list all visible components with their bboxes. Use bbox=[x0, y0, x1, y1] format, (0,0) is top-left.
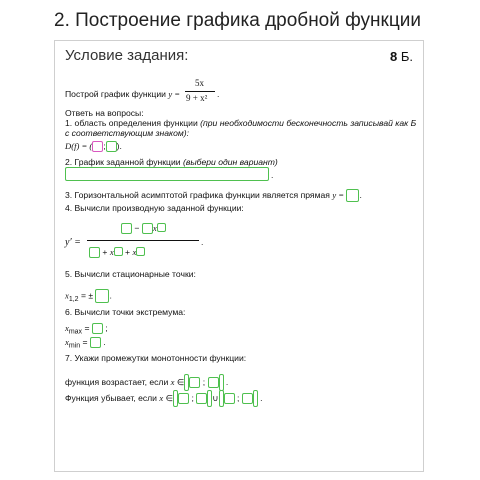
question-6: 6. Вычисли точки экстремума: bbox=[65, 307, 186, 317]
derivative-lhs: y′ = bbox=[65, 237, 81, 248]
points-badge bbox=[390, 49, 413, 64]
period: . bbox=[217, 89, 220, 99]
dec-1-right-input[interactable] bbox=[196, 393, 207, 404]
num-exp-input[interactable] bbox=[157, 223, 166, 232]
question-1: 1. область определения функции (при необходимости бесконечность записывай как Б bbox=[65, 118, 417, 128]
decreasing-row: Функция убывает, если x ∈ ; ∪ ; . bbox=[65, 390, 263, 407]
inc-right-bracket-select[interactable] bbox=[219, 374, 224, 391]
dec-1-left-input[interactable] bbox=[178, 393, 189, 404]
page-title: 2. Построение графика дробной функции bbox=[54, 10, 421, 31]
task-card bbox=[54, 40, 424, 472]
task-prompt: Построй график функции y = bbox=[65, 89, 181, 99]
dec-2-left-input[interactable] bbox=[224, 393, 235, 404]
fraction-numerator: 5x bbox=[195, 78, 204, 88]
period: . bbox=[271, 170, 274, 180]
question-7: 7. Укажи промежутки монотонности функции: bbox=[65, 353, 247, 363]
den-coef-1-input[interactable] bbox=[89, 247, 100, 258]
inc-left-input[interactable] bbox=[189, 377, 200, 388]
question-4: 4. Вычисли производную заданной функции: bbox=[65, 203, 244, 213]
num-coef-1-input[interactable] bbox=[121, 223, 132, 234]
domain-left-input[interactable] bbox=[92, 141, 103, 152]
asymptote-input[interactable] bbox=[346, 189, 359, 202]
den-exp-1-input[interactable] bbox=[114, 247, 123, 256]
domain-right-input[interactable] bbox=[106, 141, 117, 152]
xmax-input[interactable] bbox=[92, 323, 103, 334]
dec-2-right-input[interactable] bbox=[242, 393, 253, 404]
xmax-row: $x_{max}$ = ; bbox=[65, 323, 108, 336]
fraction-denominator: 9 + x² bbox=[186, 93, 208, 103]
condition-heading: Условие задания: bbox=[65, 47, 189, 64]
xmin-input[interactable] bbox=[90, 337, 101, 348]
fraction-bar bbox=[185, 91, 215, 92]
increasing-row: функция возрастает, если x ∈ ; . bbox=[65, 374, 228, 391]
question-3: 3. Горизонтальной асимптотой графика функции является прямая y = . bbox=[65, 189, 362, 202]
question-1-cont: с соответствующим знаком): bbox=[65, 128, 190, 138]
stationary-input[interactable] bbox=[95, 289, 109, 303]
question-5: 5. Вычисли стационарные точки: bbox=[65, 269, 196, 279]
period: . bbox=[201, 237, 204, 247]
graph-select[interactable] bbox=[65, 167, 269, 181]
domain-row: D(f) = ( ; ). bbox=[65, 141, 122, 151]
derivative-numerator: − x bbox=[121, 223, 166, 234]
dec-2-right-bracket-select[interactable] bbox=[253, 390, 258, 407]
answer-questions: Ответь на вопросы: bbox=[65, 108, 144, 118]
question-2: 2. График заданной функции (выбери один вариант) bbox=[65, 157, 278, 167]
num-coef-2-input[interactable] bbox=[142, 223, 153, 234]
y-equals: y = bbox=[168, 89, 181, 99]
dec-2-left-bracket-select[interactable] bbox=[219, 390, 224, 407]
derivative-denominator: + x + x bbox=[89, 247, 145, 258]
stationary-row: $x_{1,2}$ = ± . bbox=[65, 290, 112, 303]
points-unit: Б. bbox=[400, 49, 413, 64]
derivative-bar bbox=[87, 240, 199, 241]
xmin-row: $x_{min}$ = . bbox=[65, 337, 106, 350]
inc-right-input[interactable] bbox=[208, 377, 219, 388]
den-exp-2-input[interactable] bbox=[136, 247, 145, 256]
points-value: 8 bbox=[389, 49, 398, 64]
